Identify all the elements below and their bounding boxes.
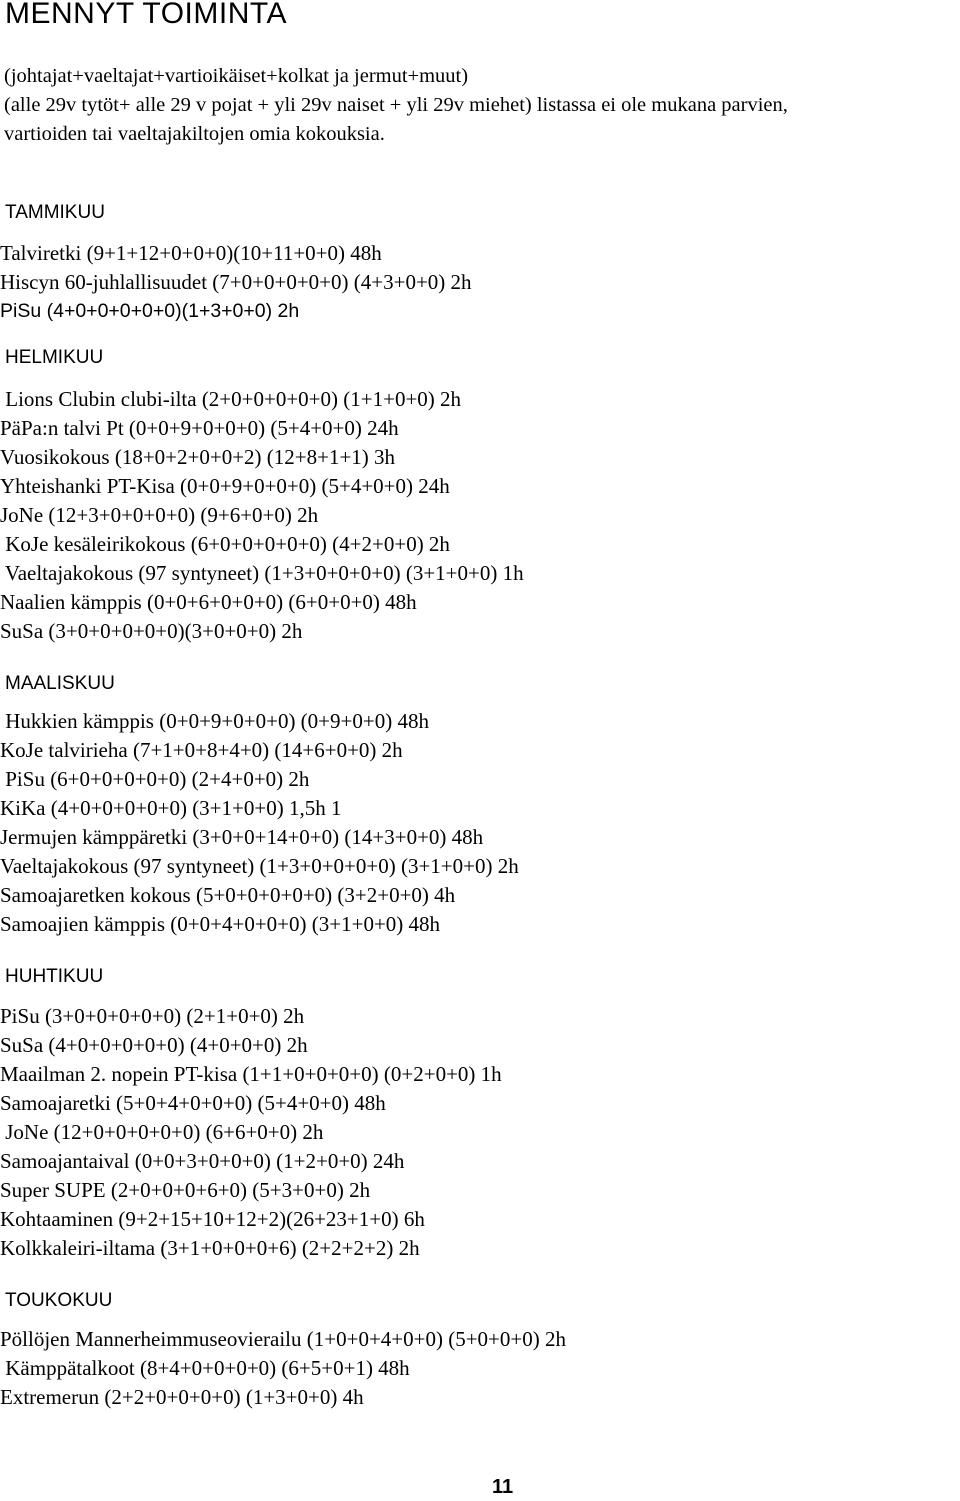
month-list-huhtikuu — [0, 1002, 960, 1263]
list-item: Talviretki (9+1+12+0+0+0)(10+11+0+0) 48h — [0, 241, 382, 265]
month-heading-toukokuu: TOUKOKUU — [5, 1290, 113, 1311]
intro-line: (alle 29v tytöt+ alle 29 v pojat + yli 29v naiset + yli 29v miehet) listassa ei ole mukana parvien, — [4, 94, 788, 116]
list-item: Samoajien kämppis (0+0+4+0+0+0) (3+1+0+0) 48h — [0, 912, 441, 936]
intro-line: vartioiden tai vaeltajakiltojen omia kokouksia. — [4, 123, 385, 145]
month-heading-helmikuu: HELMIKUU — [5, 347, 104, 368]
month-list-helmikuu — [0, 385, 960, 646]
list-item: PiSu (3+0+0+0+0+0) (2+1+0+0) 2h — [0, 1004, 305, 1028]
list-item: PäPa:n talvi Pt (0+0+9+0+0+0) (5+4+0+0) 24h — [0, 416, 399, 440]
list-item: Kolkkaleiri-iltama (3+1+0+0+0+6) (2+2+2+2) 2h — [0, 1236, 420, 1260]
month-list-maaliskuu — [0, 707, 960, 939]
list-item: KoJe talvirieha (7+1+0+8+4+0) (14+6+0+0) 2h — [0, 738, 403, 762]
list-item: KoJe kesäleirikokous (6+0+0+0+0+0) (4+2+0+0) 2h — [0, 532, 450, 556]
list-item: JoNe (12+0+0+0+0+0) (6+6+0+0) 2h — [0, 1120, 324, 1144]
list-item: Vaeltajakokous (97 syntyneet) (1+3+0+0+0+0) (3+1+0+0) 2h — [0, 854, 519, 878]
list-item: Samoajaretki (5+0+4+0+0+0) (5+4+0+0) 48h — [0, 1091, 386, 1115]
list-item: Vaeltajakokous (97 syntyneet) (1+3+0+0+0+0) (3+1+0+0) 1h — [0, 561, 524, 585]
intro-text — [4, 62, 960, 149]
month-list-tammikuu — [0, 239, 960, 326]
list-item: Yhteishanki PT-Kisa (0+0+9+0+0+0) (5+4+0+0) 24h — [0, 474, 450, 498]
month-heading-maaliskuu: MAALISKUU — [5, 673, 115, 694]
month-heading-huhtikuu: HUHTIKUU — [5, 966, 104, 987]
list-item: SuSa (3+0+0+0+0+0)(3+0+0+0) 2h — [0, 619, 303, 643]
list-item: Samoajantaival (0+0+3+0+0+0) (1+2+0+0) 24h — [0, 1149, 405, 1173]
list-item: Kämppätalkoot (8+4+0+0+0+0) (6+5+0+1) 48h — [0, 1356, 410, 1380]
list-item: Extremerun (2+2+0+0+0+0) (1+3+0+0) 4h — [0, 1385, 364, 1409]
list-item: Kohtaaminen (9+2+15+10+12+2)(26+23+1+0) 6h — [0, 1207, 425, 1231]
intro-line: (johtajat+vaeltajat+vartioikäiset+kolkat ja jermut+muut) — [4, 65, 469, 87]
month-heading-tammikuu: TAMMIKUU — [5, 202, 105, 223]
list-item: Maailman 2. nopein PT-kisa (1+1+0+0+0+0) (0+2+0+0) 1h — [0, 1062, 502, 1086]
list-item: PiSu (4+0+0+0+0+0)(1+3+0+0) 2h — [0, 300, 300, 322]
list-item: Hiscyn 60-juhlallisuudet (7+0+0+0+0+0) (4+3+0+0) 2h — [0, 270, 472, 294]
month-list-toukokuu — [0, 1325, 960, 1412]
page-title: MENNYT TOIMINTA — [5, 0, 287, 30]
list-item: Lions Clubin clubi-ilta (2+0+0+0+0+0) (1+1+0+0) 2h — [0, 387, 462, 411]
list-item: Vuosikokous (18+0+2+0+0+2) (12+8+1+1) 3h — [0, 445, 396, 469]
list-item: KiKa (4+0+0+0+0+0) (3+1+0+0) 1,5h 1 — [0, 796, 342, 820]
list-item: Hukkien kämppis (0+0+9+0+0+0) (0+9+0+0) 48h — [0, 709, 429, 733]
list-item: SuSa (4+0+0+0+0+0) (4+0+0+0) 2h — [0, 1033, 308, 1057]
list-item: Naalien kämppis (0+0+6+0+0+0) (6+0+0+0) 48h — [0, 590, 417, 614]
list-item: PiSu (6+0+0+0+0+0) (2+4+0+0) 2h — [0, 767, 310, 791]
page-number: 11 — [492, 1476, 514, 1498]
list-item: Samoajaretken kokous (5+0+0+0+0+0) (3+2+0+0) 4h — [0, 883, 456, 907]
list-item: Super SUPE (2+0+0+0+6+0) (5+3+0+0) 2h — [0, 1178, 371, 1202]
list-item: JoNe (12+3+0+0+0+0) (9+6+0+0) 2h — [0, 503, 319, 527]
list-item: Jermujen kämppäretki (3+0+0+14+0+0) (14+3+0+0) 48h — [0, 825, 484, 849]
list-item: Pöllöjen Mannerheimmuseovierailu (1+0+0+4+0+0) (5+0+0+0) 2h — [0, 1327, 566, 1351]
